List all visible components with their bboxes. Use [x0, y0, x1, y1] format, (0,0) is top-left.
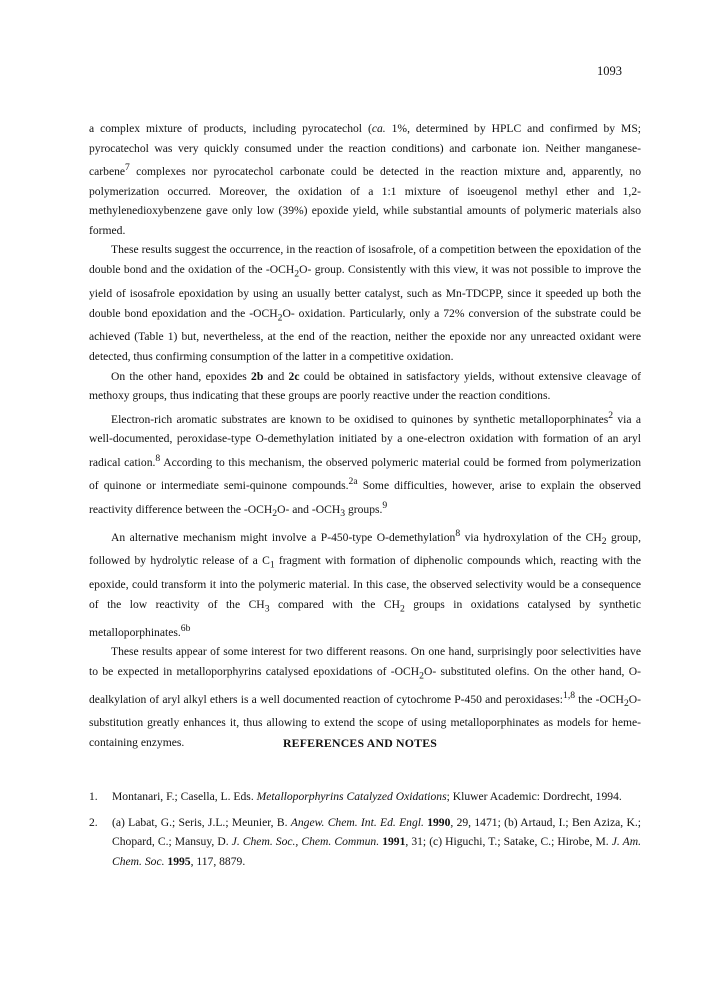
reference-number: 1.: [89, 790, 98, 803]
paragraph: An alternative mechanism might involve a P-450-type O-demethylation$^8$ via hydroxylation of the $CH_2$ group, followed by hydrolytic release of a $C_1$ fragment with formation of diphenolic compounds which, reacting with the epoxide, could transform it into the polymeric material. In this case, the observed selectivity would be a consequence of the low reactivity of the $CH_3$ compared with the $CH_2$ groups in oxidations catalysed by synthetic metalloporphinates.$^{6b}$: [89, 527, 642, 639]
reference-number: 2.: [89, 815, 98, 829]
page-number: 1093: [597, 64, 622, 78]
body-text: [89, 119, 641, 753]
paragraph: a complex mixture of products, including pyrocatechol (ca. 1%, determined by HPLC and confirmed by MS; pyrocatechol was very quickly consumed under the reaction conditions) and carbonate ion. Neither manganese-carbene$^7$ complexes nor pyrocatechol carbonate could be detected in the reaction mixture and, apparently, no polymerization occurred. Moreover, the oxidation of a 1:1 mixture of isoeugenol methyl ether and 1,2-methylenedioxybenzene gave only low (39%) epoxide yield, while substantial amounts of polymeric materials also formed.: [89, 122, 641, 237]
reference-item: [89, 787, 641, 807]
paragraph: These results appear of some interest for two different reasons. On one hand, surprisingly poor selectivities have to be expected in metalloporphyrins catalysed epoxidations of $-OCH_2O-$ substituted olefins. On the other hand, O-dealkylation of aryl alkyl ethers is a well documented reaction of cytochrome P-450 and peroxidases:$^{1,8}$ the $-OCH_2O-$ substitution greatly enhances it, thus allowing to extend the scope of using metalloporphinates as models for heme-containing enzymes.: [89, 645, 641, 749]
reference-item: [89, 813, 641, 872]
references-heading: REFERENCES AND NOTES: [282, 736, 438, 750]
references-list: [89, 787, 641, 877]
reference-text: (a) Labat, G.; Seris, J.L.; Meunier, B. Angew. Chem. Int. Ed. Engl. 1990, 29, 1471; (b) Artaud, I.; Ben Aziza, K.; Chopard, C.; Mansuy, D. J. Chem. Soc., Chem. Commun. 1991, 31; (c) Higuchi, T.; Satake, C.; Hirobe, M. J. Am. Chem. Soc. 1995, 117, 8879.: [112, 815, 642, 868]
paragraph: Electron-rich aromatic substrates are known to be oxidised to quinones by synthetic metalloporphinates$^2$ via a well-documented, peroxidase-type O-demethylation initiated by a one-electron oxidation with formation of an aryl radical cation.$^8$ According to this mechanism, the observed polymeric material could be formed from polymerization of quinone or intermediate semi-quinone compounds.$^{2a}$ Some difficulties, however, arise to explain the observed reactivity difference between the $-OCH_2O-$ and $-OCH_3$ groups.$^9$: [89, 409, 641, 519]
reference-text: Montanari, F.; Casella, L. Eds. Metalloporphyrins Catalyzed Oxidations; Kluwer Academic: Dordrecht, 1994.: [112, 790, 622, 803]
paragraph: These results suggest the occurrence, in the reaction of isosafrole, of a competition between the epoxidation of the double bond and the oxidation of the $-OCH_2O-$ group. Consistently with this view, it was not possible to improve the yield of isosafrole epoxidation by using an usually better catalyst, such as Mn-TDCPP, since it speeded up both the double bond epoxidation and the $-OCH_2O-$ oxidation. Particularly, only a 72% conversion of the substrate could be achieved (Table 1) but, nevertheless, at the end of the reaction, neither the epoxide nor any unreacted oxidant were detected, thus confirming consumption of the latter in a competitive oxidation.: [89, 243, 642, 364]
paragraph: On the other hand, epoxides 2b and 2c could be obtained in satisfactory yields, without extensive cleavage of methoxy groups, thus indicating that these groups are poorly reactive under the reaction conditions.: [89, 369, 641, 403]
